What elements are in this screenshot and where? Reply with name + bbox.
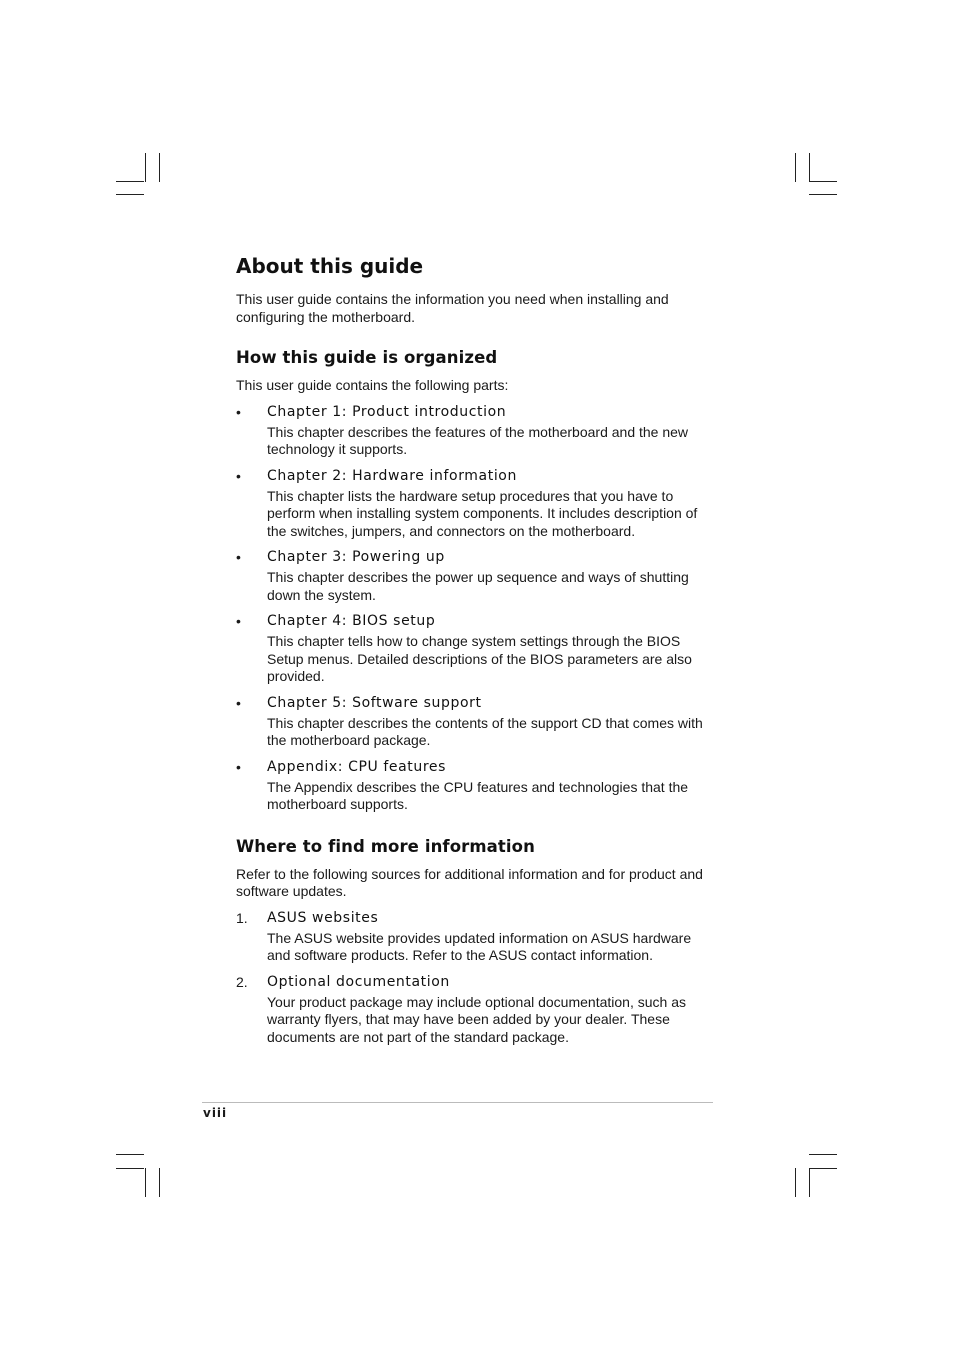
crop-mark [159, 153, 160, 182]
item-description: The Appendix describes the CPU features and technologies that the motherboard supports. [267, 778, 689, 812]
item-title: Chapter 5: Software support [267, 694, 482, 711]
crop-mark [116, 194, 144, 195]
bullet: • [236, 403, 241, 420]
crop-mark [116, 1168, 144, 1169]
list-item [236, 613, 716, 686]
more-info-lead: Refer to the following sources for additional information and for product and software updates. [236, 865, 703, 899]
intro-paragraph: This user guide contains the information you need when installing and configuring the motherboard. [236, 291, 669, 325]
item-title: Chapter 3: Powering up [267, 549, 445, 565]
item-description: Your product package may include optional documentation, such as warranty flyers, that may have been added by your dealer. These documents are not part of the standard package. [267, 993, 686, 1045]
bullet: • [236, 613, 241, 629]
list-item [236, 468, 716, 541]
bullet: • [236, 467, 241, 484]
crop-mark [809, 1168, 810, 1197]
item-description: This chapter lists the hardware setup procedures that you have to perform when installing system components. It includes description of the switches, jumpers, and connectors on the motherboard. [267, 487, 698, 539]
page-title: About this guide [236, 254, 424, 278]
item-title: Optional documentation [267, 973, 450, 990]
crop-mark [116, 1154, 144, 1155]
item-title: Appendix: CPU features [267, 758, 447, 775]
list-item [236, 910, 716, 965]
list-item [236, 404, 716, 459]
page-content [236, 254, 716, 1046]
crop-mark [809, 181, 837, 182]
item-title: ASUS websites [267, 909, 379, 926]
crop-mark [795, 153, 796, 182]
list-item [236, 549, 716, 604]
bullet: • [236, 758, 241, 775]
source-list [236, 910, 716, 1047]
section-heading-more-info: Where to find more information [236, 836, 535, 856]
list-number: 2. [236, 973, 248, 990]
page-number: viii [203, 1106, 228, 1120]
footer-rule [202, 1102, 713, 1103]
list-item [236, 695, 716, 750]
item-title: Chapter 4: BIOS setup [267, 613, 436, 629]
crop-mark [809, 194, 837, 195]
item-description: This chapter describes the power up sequence and ways of shutting down the system. [267, 569, 689, 603]
list-item [236, 759, 716, 814]
list-item [236, 974, 716, 1047]
item-description: The ASUS website provides updated information on ASUS hardware and software products. Refer to the ASUS contact information. [267, 929, 692, 963]
crop-mark [159, 1168, 160, 1197]
section-heading-organized: How this guide is organized [236, 348, 498, 367]
crop-mark [795, 1168, 796, 1197]
bullet: • [236, 694, 241, 711]
crop-mark [145, 1168, 146, 1197]
bullet: • [236, 549, 241, 565]
list-number: 1. [236, 909, 248, 926]
item-description: This chapter describes the contents of the support CD that comes with the motherboard package. [267, 714, 703, 748]
crop-mark [809, 1168, 837, 1169]
organized-lead: This user guide contains the following parts: [236, 377, 509, 393]
chapter-list [236, 404, 716, 814]
item-description: This chapter describes the features of the motherboard and the new technology it supports. [267, 423, 689, 457]
crop-mark [809, 153, 810, 182]
item-title: Chapter 1: Product introduction [267, 403, 507, 420]
crop-mark [809, 1154, 837, 1155]
item-title: Chapter 2: Hardware information [267, 467, 517, 484]
crop-mark [116, 181, 144, 182]
crop-mark [145, 153, 146, 182]
item-description: This chapter tells how to change system settings through the BIOS Setup menus. Detailed descriptions of the BIOS parameters are also provided. [267, 633, 692, 684]
